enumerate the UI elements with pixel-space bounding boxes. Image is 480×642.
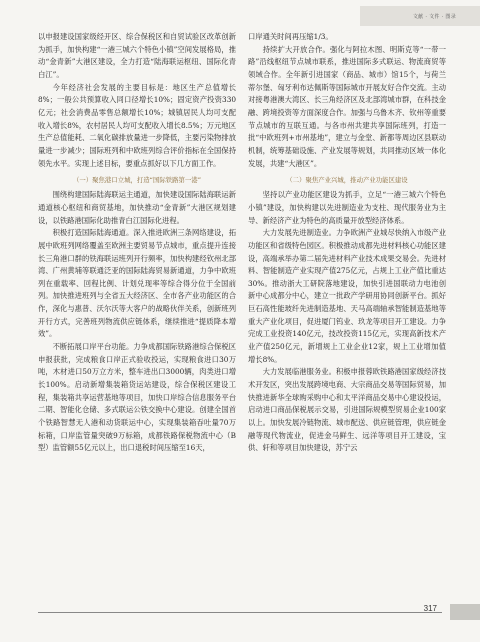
section-heading: （二）聚焦产业兴城，推动产业功能区建设 — [286, 176, 408, 185]
paragraph: 以申报建设国家级经开区、综合保税区和自贸试验区改革创新为抓手，加快构建“一港三城六个特色小镇”空间发展格局，推动“金青新”大港区建设，全力打造“陆海联运枢纽、国际化青白江”。 — [38, 32, 236, 79]
page-tab-decoration — [450, 604, 480, 620]
paragraph: 坚持以产业功能区建设为抓手，立足“一港三城六个特色小镇”建设，加快构建以先进制造业为支柱、现代服务业为主导、新经济产业为特色的高质量开放型经济体系。 — [248, 190, 446, 225]
paragraph: 不断拓展口岸平台功能。力争成都国际铁路港综合保税区申报获批，完成粮食口岸正式验收投运，实现粮食进口30万吨，木材进口50万立方米，整车进出口3000辆，肉类进口增长100%。启动新增集装箱货运站建设，综合保税区建设工程，集装箱共享运营基地等项目，加快口岸综合信息服务平台二期、智能化仓储、多式联运公铁交换中心建设。创建全国首个铁路智慧无人港和动货联运中心，实现集装箱吞吐量70万标箱，口岸监管量突破9万标箱，成都铁路保税物流中心（B型）监管额55亿元以上，出口退税时间压缩至16天， — [38, 342, 236, 453]
footer-rule — [38, 612, 442, 613]
left-column — [38, 31, 236, 455]
running-title: 文献 · 文件 · 图录 — [412, 13, 456, 20]
section-heading: （一）聚焦港口立城，打造“国际铁路第一港” — [72, 176, 202, 185]
paragraph: 积极打造国际陆海通道。深入推进欧洲三条网络建设，拓展中欧班列网络覆盖至欧洲主要贸易节点城市，重点提升连接长三角港口群的铁海联运班列开行频率，加快构建经钦州北部湾、广州黄埔等联通泛亚的国际陆海贸易新通道，力争中欧班列在重载率、回程比例、计划兑现率等综合得分位于全国前列。加快推进班列与全省五大经济区、全市各产业功能区的合作，深化与惠普、沃尔沃等大客户的战略伙伴关系，创新班列开行方式，完善班列物流供应链体系，继续推进“提质降本增效”。 — [38, 228, 236, 339]
paragraph: 持续扩大开放合作。强化与阿拉木图、明斯克等“一带一路”沿线枢纽节点城市联系，推进国际多式联运、物流商贸等领域合作。全年新引进国家（商品、城市）馆15个，与荷兰蒂尔堡、匈牙利布达佩斯等国际城市开展友好合作交流。主动对接粤港澳大湾区、长三角经济区及北部湾城市群，在科技金融、跨境投资等方面深度合作。加强与乌鲁木齐、钦州等重要节点城市的互联互通。与各市州共建共享国际班列，打造一批“中欧班列+市州基地”，建立与金堂、新都等周边区县联动机制，统筹基础设施、产业发展等规划，共同推动区域一体化发展，共建“大港区”。 — [248, 44, 446, 168]
paragraph: 围绕构建国际陆海联运主通道，加快建设国际陆海联运新通道核心枢纽和商贸基地，加快推动“金青新”大港区规划建设，以铁路港国际化助推青白江国际化进程。 — [38, 190, 236, 225]
paragraph: 大力发展先进制造业。力争欧洲产业城尽快纳入市级产业功能区和省级特色园区。积极推动成都先进材料核心功能区建设，高端承举办第二届先进材料产业技术成果交易会。先进材料、智能制造产业实现产值275亿元，占规上工业产值比重达30%。推动浙大工研院落地建设，加快引进国联动力电池创新中心成都分中心，建立一批政产学研用协同创新平台。抓好巨石高性能玻纤先进制造基地、天马高端轴承智能制造基地等重大产业化项目，促进厦门钨业、玖龙等项目开工建设。力争完成工业投资140亿元，技改投资115亿元，实现高新技术产业产值250亿元，新增规上工业企业12家，规上工业增加值增长8%。 — [248, 228, 446, 364]
right-column — [248, 31, 446, 455]
page-number: 317 — [423, 604, 437, 613]
paragraph: 大力发展临港服务业。积极申报蓉欧铁路港国家级经济技术开发区，突出发展跨境电商、大宗商品交易等国际贸易，加快推进新华全球购采购中心和太平洋商品交易中心建设投运，启动进口商品保税展示交易，引进国际规模型贸易企业100家以上。加快发展冷链物流、城市配送、供应链管理，供应链金融等现代物流业，促进金马鲜生、远洋等项目开工建设，宝供、轩和等项目加快建设，苏宁云 — [248, 367, 446, 453]
running-header — [360, 6, 480, 26]
paragraph: 今年经济社会发展的主要目标是：地区生产总值增长8%；一般公共预算收入同口径增长10%；固定资产投资330亿元；社会消费品零售总额增长10%；城镇居民人均可支配收入增长8%，农村居民人均可支配收入增长8.5%；万元地区生产总值能耗、二氧化碳排放量进一步降低，主要污染物排放量进一步减少；国际班列和中欧班列综合评价指标在全国保持领先水平。实现上述目标，要重点抓好以下几方面工作。 — [38, 82, 236, 168]
paragraph: 口岸通关时间再压缩1/3。 — [248, 32, 333, 41]
